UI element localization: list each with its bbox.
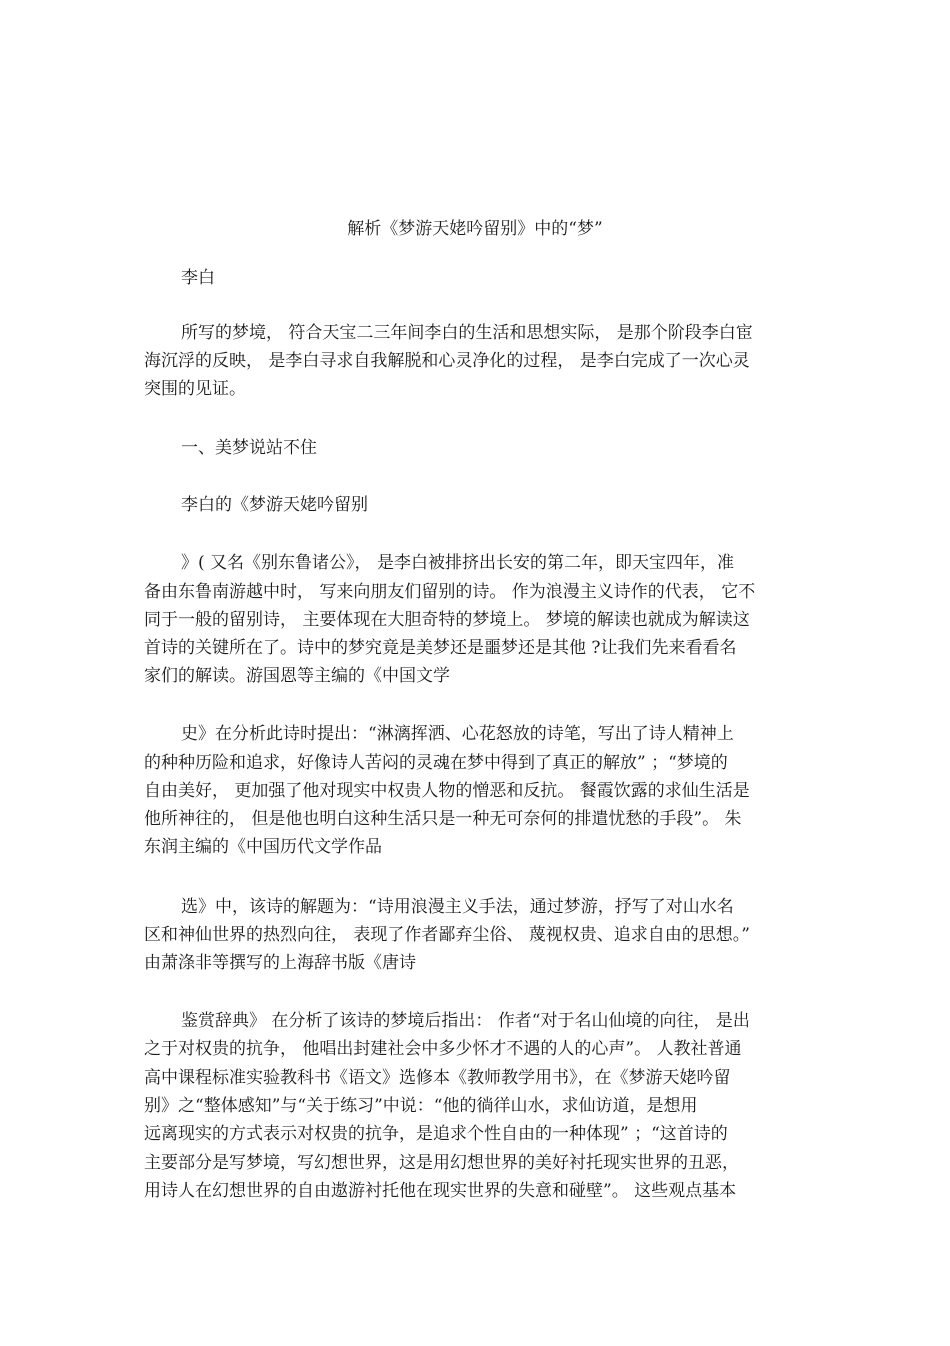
text-line: 同于一般的留别诗， 主要体现在大胆奇特的梦境上。 梦境的解读也就成为解读这 (144, 610, 750, 630)
text-line: 选》中，该诗的解题为：“诗用浪漫主义手法，通过梦游，抒写了对山水名 (181, 897, 734, 917)
text-line: 李白的《梦游天姥吟留别 (181, 495, 368, 515)
text-line: 用诗人在幻想世界的自由遨游衬托他在现实世界的失意和碰壁”。 这些观点基本 (144, 1181, 737, 1201)
text-line: 家们的解读。游国恩等主编的《中国文学 (144, 666, 450, 686)
text-line: 主要部分是写梦境，写幻想世界，这是用幻想世界的美好衬托现实世界的丑恶， (144, 1153, 739, 1173)
text-line: 之于对权贵的抗争， 他唱出封建社会中多少怀才不遇的人的心声”。 人教社普通 (144, 1039, 742, 1059)
text-line: 首诗的关键所在了。诗中的梦究竟是美梦还是噩梦还是其他 ?让我们先来看看名 (144, 638, 737, 658)
author-line: 李白 (181, 268, 215, 288)
text-line: 的种种历险和追求，好像诗人苦闷的灵魂在梦中得到了真正的解放” ；“梦境的 (144, 753, 728, 773)
text-line: 区和神仙世界的热烈向往， 表现了作者鄙弃尘俗、 蔑视权贵、追求自由的思想。” (144, 925, 750, 945)
text-line: 远离现实的方式表示对权贵的抗争，是追求个性自由的一种体现” ；“这首诗的 (144, 1124, 728, 1144)
text-line: 他所神往的， 但是他也明白这种生活只是一种无可奈何的排遣忧愁的手段”。 朱 (144, 809, 742, 829)
text-line: 东润主编的《中国历代文学作品 (144, 837, 382, 857)
document-title: 解析《梦游天姥吟留别》中的“梦” (347, 219, 603, 239)
text-line: 别》之“整体感知”与“关于练习”中说：“他的徜徉山水，求仙访道，是想用 (144, 1096, 698, 1116)
text-line: 备由东鲁南游越中时， 写来向朋友们留别的诗。 作为浪漫主义诗作的代表， 它不 (144, 582, 756, 602)
text-line: 自由美好， 更加强了他对现实中权贵人物的憎恶和反抗。 餐霞饮露的求仙生活是 (144, 781, 750, 801)
text-line: 海沉浮的反映， 是李白寻求自我解脱和心灵净化的过程， 是李白完成了一次心灵 (144, 351, 750, 371)
text-line: 所写的梦境， 符合天宝二三年间李白的生活和思想实际， 是那个阶段李白宦 (181, 323, 753, 343)
section-heading: 一、美梦说站不住 (181, 438, 317, 458)
text-line: 由萧涤非等撰写的上海辞书版《唐诗 (144, 953, 416, 973)
text-line: 突围的见证。 (144, 379, 246, 399)
text-line: 》( 又名《别东鲁诸公》， 是李白被排挤出长安的第二年，即天宝四年，准 (181, 553, 734, 573)
text-line: 高中课程标准实验教科书《语文》选修本《教师教学用书》，在《梦游天姥吟留 (144, 1068, 731, 1088)
text-line: 史》在分析此诗时提出：“淋漓挥洒、心花怒放的诗笔，写出了诗人精神上 (181, 724, 734, 744)
text-line: 鉴赏辞典》 在分析了该诗的梦境后指出： 作者“对于名山仙境的向往， 是出 (181, 1011, 750, 1031)
